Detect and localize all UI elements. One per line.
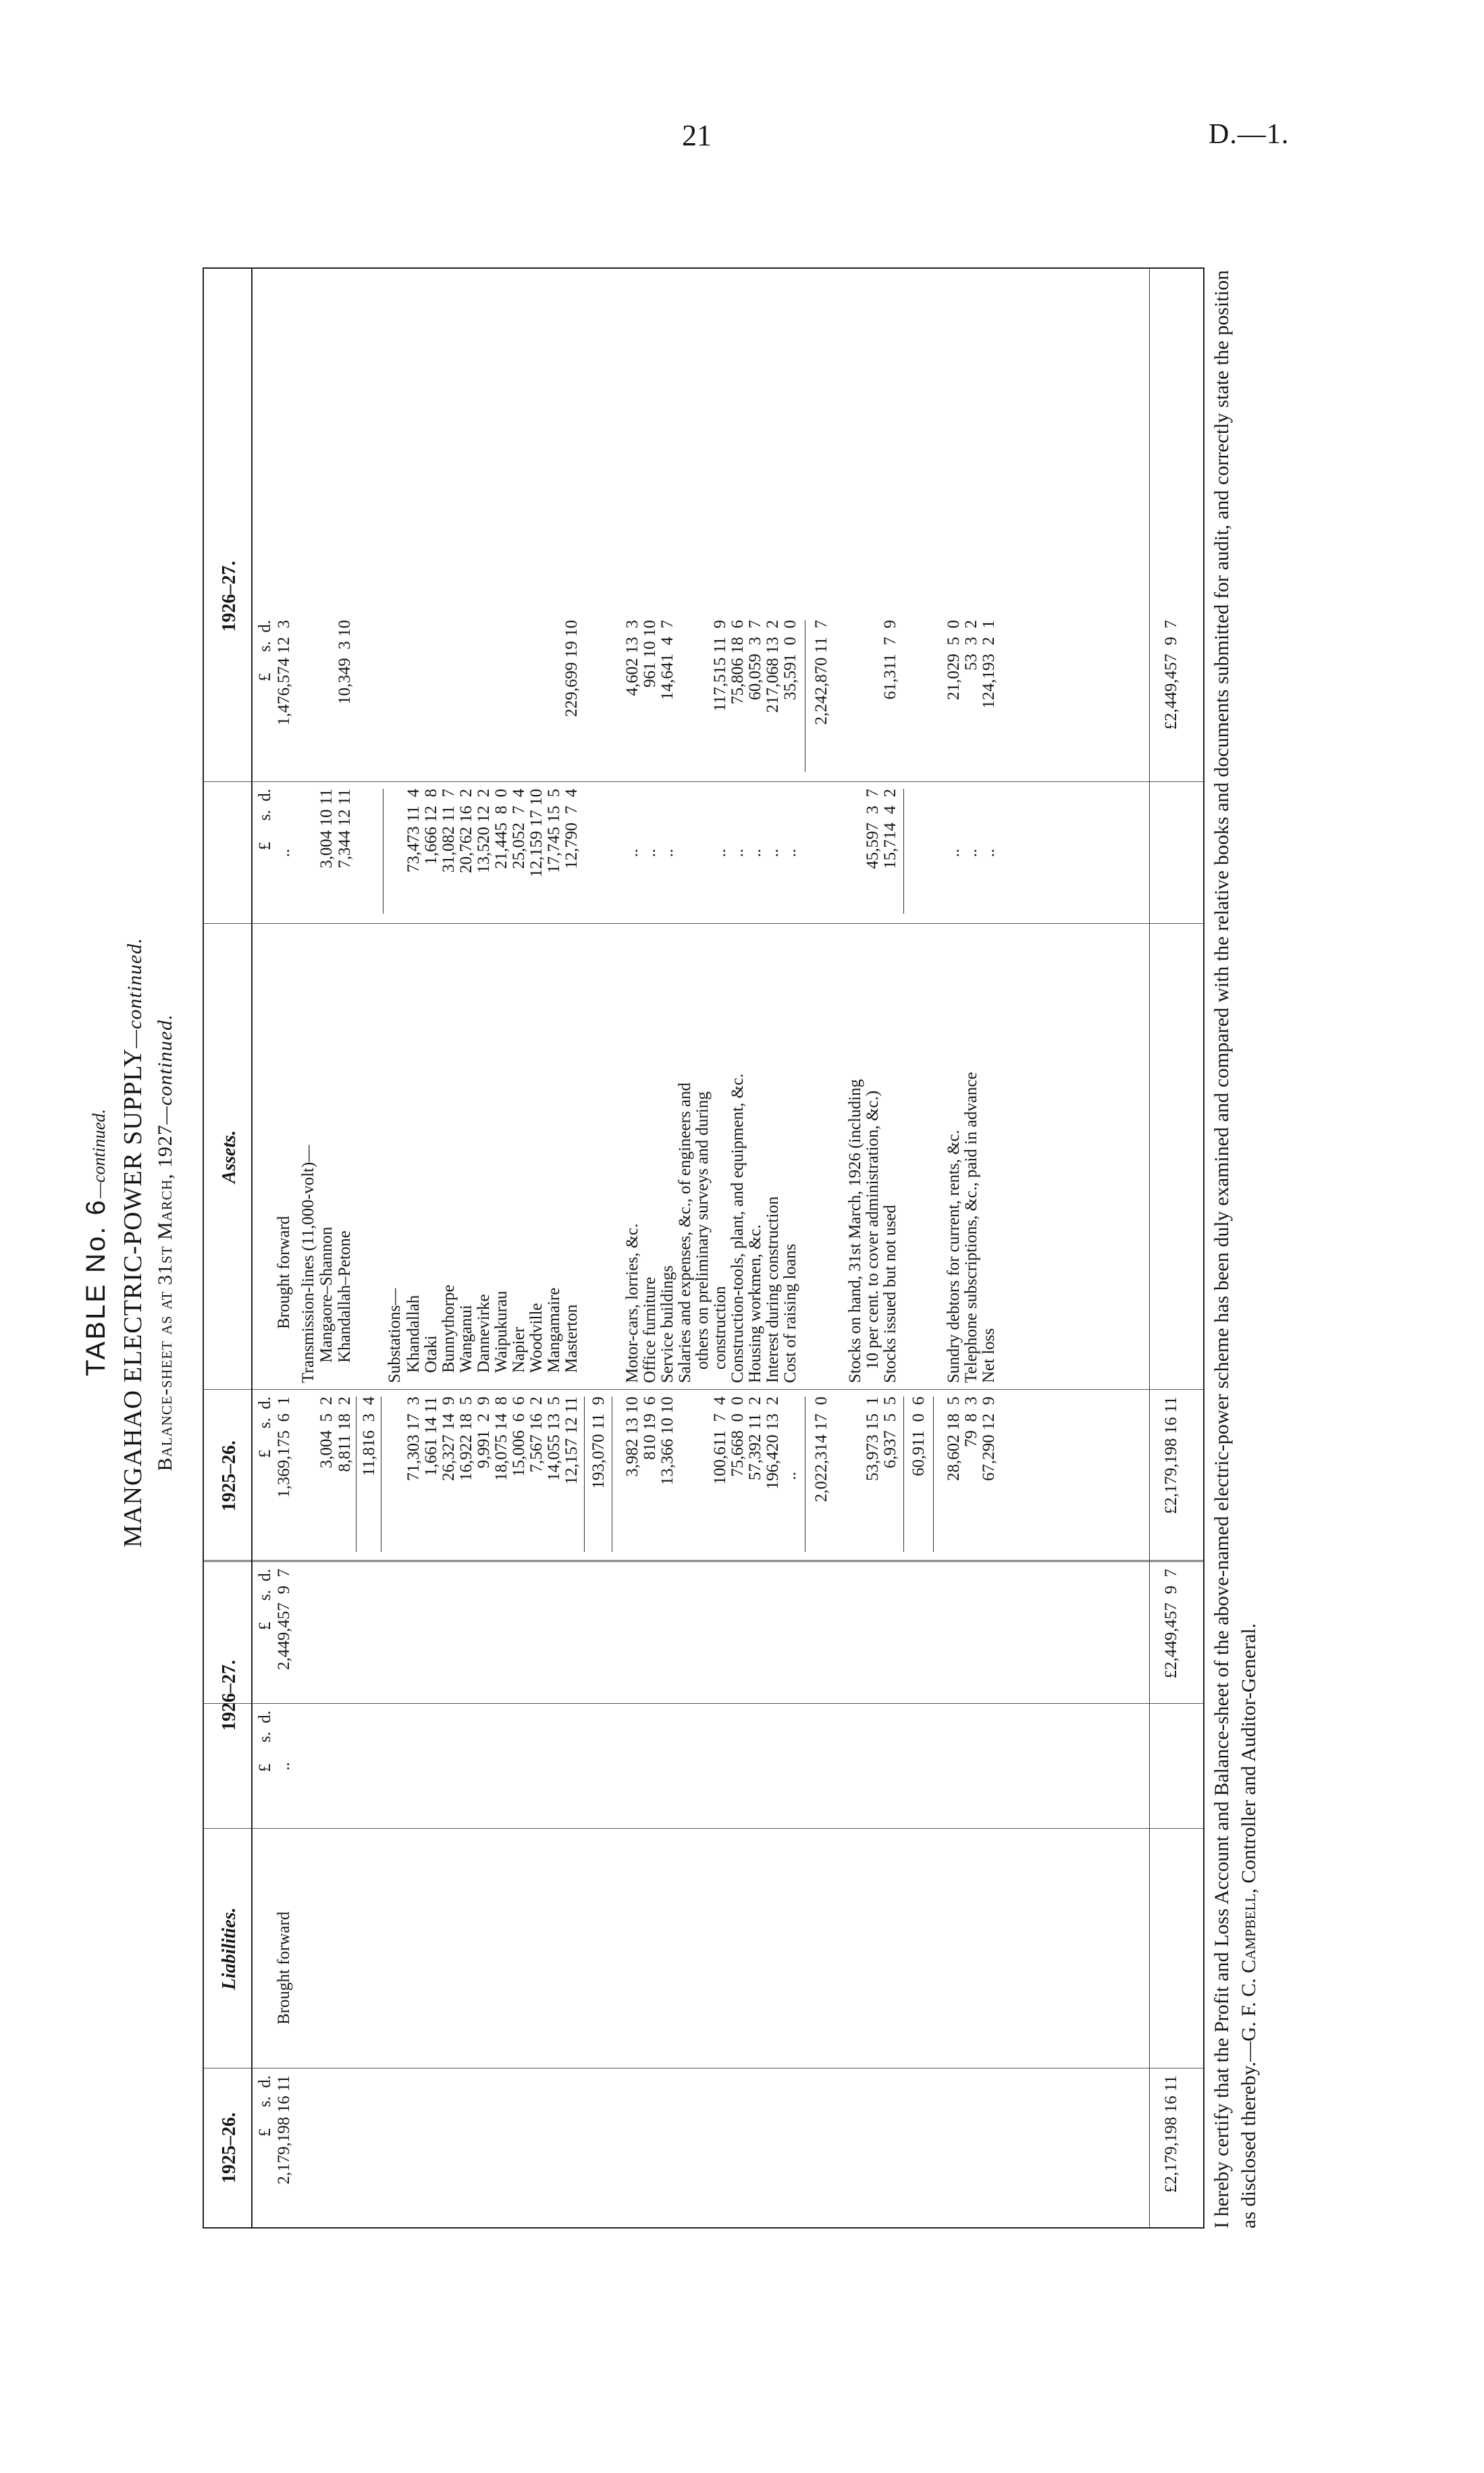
header-1926-27-assets: 1926–27. — [219, 561, 240, 632]
asset-item-inner: .. — [962, 848, 980, 858]
asset-total-1926-27: £2,449,457 9 7 — [1162, 620, 1180, 730]
asset-item-inner: .. — [746, 848, 764, 858]
substation-label: Napier — [510, 1326, 528, 1373]
substation-1925-26: 7,567 16 2 — [527, 1397, 546, 1473]
asset-item-1925-26: .. — [781, 1472, 799, 1480]
auditor-certificate: I hereby certify that the Profit and Loss Account and Balance-sheet of the above-named electric-power scheme has been duly examined and compared with the relative books and documents submitted for audit, and correctly state the position as disclosed thereby.—G. F. C. Campbell, Controller and Auditor-General. — [1211, 270, 1260, 2229]
asset-bf-1926-27-inner: .. — [275, 848, 293, 858]
asset-item-1925-26: 3,982 13 10 — [623, 1397, 641, 1477]
sum-rule — [903, 1397, 904, 1552]
column-divider — [204, 1828, 1203, 1829]
asset-item-1926-27: 124,193 2 1 — [980, 620, 998, 709]
asset-item-1925-26: 28,602 18 5 — [945, 1397, 963, 1481]
table-subtitle: MANGAHAO ELECTRIC-POWER SUPPLY—continued. — [119, 937, 147, 1548]
asset-item-label: Service buildings — [658, 1265, 677, 1383]
substation-1925-26: 18,075 14 8 — [492, 1397, 510, 1481]
asset-item-1925-26: 810 19 6 — [641, 1397, 659, 1460]
column-divider-double — [204, 1560, 1203, 1562]
substation-1926-27: 17,745 15 5 — [545, 789, 563, 873]
asset-item-1925-26: 13,366 10 10 — [658, 1397, 677, 1486]
header-1925-26-assets: 1925–26. — [219, 1440, 240, 1511]
asset-item-label: Cost of raising loans — [781, 1243, 799, 1383]
asset-item-label: Interest during construction — [764, 1196, 782, 1383]
asset-item-1926-27: 35,591 0 0 — [781, 620, 799, 700]
subs-total-1925-26: 193,070 11 9 — [589, 1397, 608, 1489]
substation-1926-27: 25,052 7 4 — [510, 789, 528, 869]
substation-1925-26: 1,661 14 11 — [422, 1397, 440, 1476]
unused-stocks-label: Stocks issued but not used — [881, 1205, 899, 1383]
substation-label: Otaki — [422, 1335, 440, 1373]
stocks-total-1925-26: 60,911 0 6 — [909, 1397, 928, 1476]
table-title: TABLE No. 6—continued. — [81, 1109, 111, 1376]
unused-stocks-1926-27: 15,714 4 2 — [881, 789, 899, 869]
header-1925-26-liabilities: 1925–26. — [219, 2112, 240, 2183]
asset-item-inner: .. — [658, 848, 677, 858]
asset-item-inner: .. — [764, 848, 782, 858]
sum-rule — [903, 789, 904, 914]
stocks-label-line2: 10 per cent. to cover administration, &c.) — [864, 1090, 882, 1370]
asset-item-inner: .. — [641, 848, 659, 858]
header-assets: Assets. — [219, 1130, 240, 1184]
asset-item-inner: .. — [711, 848, 729, 858]
lsd-header: £ s. d. — [256, 1711, 274, 1772]
column-divider — [204, 1703, 1203, 1704]
liab-total-1925-26: £2,179,198 16 11 — [1162, 2075, 1180, 2193]
substation-1926-27: 12,159 17 10 — [527, 789, 546, 878]
asset-item-inner: .. — [623, 848, 641, 858]
asset-item-label: Motor-cars, lorries, &c. — [623, 1223, 641, 1383]
substation-1925-26: 16,922 18 5 — [457, 1397, 475, 1481]
asset-item-1925-26: 57,392 11 2 — [746, 1397, 764, 1481]
asset-item-label: Telephone subscriptions, &c., paid in advance — [962, 1072, 980, 1383]
asset-item-1926-27: 4,602 13 3 — [623, 620, 641, 696]
page-number: 21 — [682, 119, 712, 152]
unused-stocks-1925-26: 6,937 5 5 — [881, 1397, 899, 1469]
asset-item-1925-26: 79 8 3 — [962, 1397, 980, 1447]
liab-bf-1925-26: 2,179,198 16 11 — [275, 2075, 293, 2185]
lsd-header: £ s. d. — [256, 789, 274, 850]
asset-item-1926-27: 60,059 3 7 — [746, 620, 764, 700]
trans-label: Mangaore–Shannon — [317, 1226, 336, 1363]
asset-item-inner: .. — [781, 848, 799, 858]
trans-1926-27: 3,004 10 11 — [317, 789, 336, 868]
substation-1925-26: 12,157 12 11 — [562, 1397, 581, 1485]
trans-1926-27: 7,344 12 11 — [336, 789, 354, 868]
asset-item-1925-26: 75,668 0 0 — [728, 1397, 747, 1477]
substation-label: Waipukurau — [492, 1291, 510, 1373]
asset-bf-1925-26: 1,369,175 6 1 — [275, 1397, 293, 1498]
substation-1925-26: 26,327 14 9 — [440, 1397, 458, 1481]
substation-1925-26: 9,991 2 9 — [475, 1397, 493, 1469]
substation-1926-27: 20,762 16 2 — [457, 789, 475, 873]
substation-label: Wanganui — [457, 1305, 475, 1373]
substation-1925-26: 14,055 13 5 — [545, 1397, 563, 1481]
lsd-header: £ s. d. — [256, 2075, 274, 2137]
transmission-heading: Transmission-lines (11,000-volt)— — [299, 1145, 317, 1383]
trans-total-1925-26: 11,816 3 4 — [360, 1397, 378, 1476]
header-rule — [251, 269, 253, 2227]
trans-label: Khandallah–Petone — [336, 1230, 354, 1363]
asset-item-1926-27: 961 10 10 — [641, 620, 659, 687]
substation-1926-27: 1,666 12 8 — [422, 789, 440, 865]
column-divider — [204, 923, 1203, 924]
asset-item-1926-27: 21,029 5 0 — [945, 620, 963, 700]
substations-heading: Substations— — [386, 1288, 404, 1383]
lsd-header: £ s. d. — [256, 620, 274, 681]
trans-1925-26: 8,811 18 2 — [336, 1397, 354, 1472]
salaries-label-line1: Salaries and expenses, &c., of engineers and — [676, 1083, 694, 1383]
lsd-header: £ s. d. — [256, 1569, 274, 1630]
substation-1925-26: 71,303 17 3 — [404, 1397, 423, 1481]
trans-1925-26: 3,004 5 2 — [317, 1397, 336, 1469]
asset-item-1926-27: 117,515 11 9 — [711, 620, 729, 712]
asset-bf-1926-27: 1,476,574 12 3 — [275, 620, 293, 726]
asset-item-label: Net loss — [980, 1328, 998, 1383]
totals-rule — [1149, 269, 1150, 2227]
substation-1925-26: 15,006 6 6 — [510, 1397, 528, 1477]
liab-bf-1926-27-inner: .. — [275, 1762, 293, 1771]
subtotal-1926-27: 2,242,870 11 7 — [812, 620, 830, 725]
asset-item-inner: .. — [945, 848, 963, 858]
salaries-label-line3: construction — [711, 1286, 729, 1370]
asset-item-1925-26: 100,611 7 4 — [711, 1397, 729, 1485]
trans-total-1926-27: 10,349 3 10 — [336, 620, 354, 704]
asset-item-1926-27: 14,641 4 7 — [658, 620, 677, 700]
header-liabilities: Liabilities. — [219, 1907, 240, 1990]
column-divider — [204, 1389, 1203, 1390]
substation-1926-27: 21,445 8 0 — [492, 789, 510, 869]
sum-rule — [584, 1397, 585, 1552]
balance-sheet-heading: Balance-sheet as at 31st March, 1927—continued. — [154, 1014, 176, 1472]
substation-label: Mangamaire — [545, 1287, 563, 1373]
asset-item-1926-27: 53 3 2 — [962, 620, 980, 671]
column-divider — [204, 781, 1203, 782]
stocks-1926-27: 45,597 3 7 — [864, 789, 882, 869]
substation-label: Masterton — [562, 1304, 581, 1373]
lsd-header: £ s. d. — [256, 1397, 274, 1458]
substation-label: Bunnythorpe — [440, 1284, 458, 1373]
asset-total-1925-26: £2,179,198 16 11 — [1162, 1397, 1180, 1515]
substation-1926-27: 31,082 11 7 — [440, 789, 458, 873]
asset-item-1926-27: 75,806 18 6 — [728, 620, 747, 704]
stocks-1925-26: 53,973 15 1 — [864, 1397, 882, 1481]
asset-item-label: Sundry debtors for current, rents, &c. — [945, 1130, 963, 1383]
substation-label: Khandallah — [404, 1295, 423, 1373]
balance-sheet-table — [203, 267, 1204, 2229]
asset-item-1926-27: 217,068 13 2 — [764, 620, 782, 713]
salaries-label-line2: others on preliminary surveys and during — [693, 1091, 712, 1370]
asset-item-inner: .. — [728, 848, 747, 858]
stocks-total-1926-27: 61,311 7 9 — [881, 620, 899, 700]
substation-1926-27: 12,790 7 4 — [562, 789, 581, 869]
asset-item-inner: .. — [980, 848, 998, 858]
substation-1926-27: 73,473 11 4 — [404, 789, 423, 873]
asset-item-1925-26: 196,420 13 2 — [764, 1397, 782, 1490]
liab-bf-1926-27: 2,449,457 9 7 — [275, 1569, 293, 1670]
sum-rule — [933, 1397, 934, 1552]
subs-total-1926-27: 229,699 19 10 — [562, 620, 581, 717]
asset-item-label: Office furniture — [641, 1276, 659, 1383]
header-1926-27-liabilities: 1926–27. — [219, 1660, 240, 1731]
asset-item-1925-26: 67,290 12 9 — [980, 1397, 998, 1481]
asset-bf-label: Brought forward — [275, 1216, 293, 1329]
substation-label: Dannevirke — [475, 1294, 493, 1373]
subtotal-1925-26: 2,022,314 17 0 — [812, 1397, 830, 1503]
document-reference: D.—1. — [1209, 119, 1290, 150]
asset-item-label: Construction-tools, plant, and equipment, &c. — [728, 1073, 747, 1383]
liab-bf-label: Brought forward — [275, 1911, 293, 2025]
liab-total-1926-27: £2,449,457 9 7 — [1162, 1569, 1180, 1679]
substation-label: Woodville — [527, 1303, 546, 1373]
stocks-label-line1: Stocks on hand, 31st March, 1926 (including — [846, 1079, 864, 1383]
substation-1926-27: 13,520 12 2 — [475, 789, 493, 873]
asset-item-label: Housing workmen, &c. — [746, 1224, 764, 1383]
rotated-table-page — [68, 230, 1283, 2256]
